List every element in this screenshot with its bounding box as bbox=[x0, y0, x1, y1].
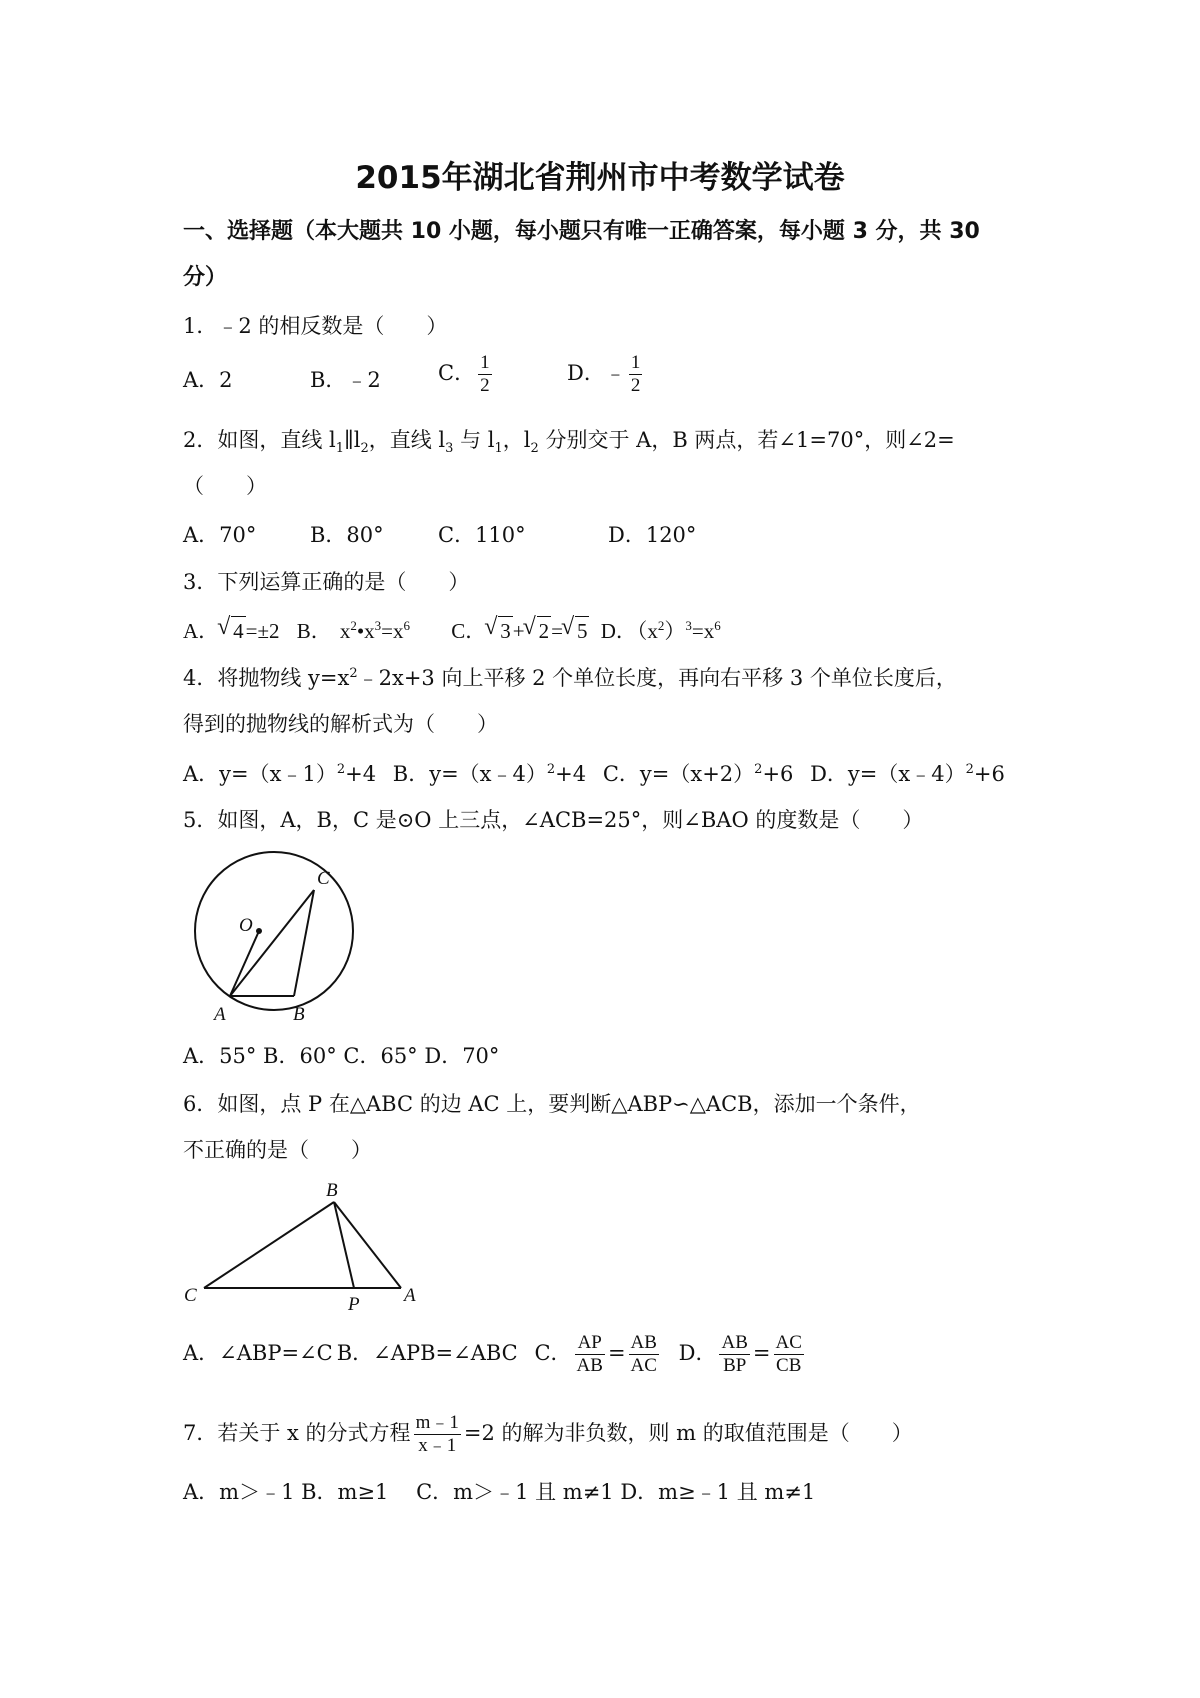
q2-subscript: 2 bbox=[360, 441, 369, 457]
q2-option-c: C．110° bbox=[438, 523, 526, 547]
q1-option-b: B．﹣2 bbox=[310, 368, 381, 392]
q6-option-d-fraction bbox=[774, 1332, 804, 1377]
q3-option-c-radical: √ 2 bbox=[537, 616, 552, 645]
q3-option-c-radical: √ 3 bbox=[498, 616, 513, 645]
q5-options: A．55° B．60° C．65° D．70° bbox=[183, 1044, 500, 1068]
exponent: 2 bbox=[965, 762, 974, 777]
q4-option-b-tail: +4 bbox=[555, 762, 587, 786]
q3-option-b-text: x bbox=[339, 619, 351, 643]
question-4-stem-cont: 得到的抛物线的解析式为（ ） bbox=[183, 712, 498, 736]
q6-option-d-fraction bbox=[719, 1332, 749, 1377]
q3-option-a-rest: =±2 bbox=[245, 619, 280, 643]
fraction-denominator: CB bbox=[776, 1355, 802, 1376]
fraction-denominator: AB bbox=[576, 1355, 603, 1376]
q2-subscript: 3 bbox=[445, 441, 454, 457]
q4-option-d: D．y=（x﹣4） bbox=[810, 762, 966, 786]
fraction-numerator: AB bbox=[721, 1332, 748, 1353]
exponent: 6 bbox=[714, 618, 721, 633]
q3-option-b-label: B． bbox=[296, 619, 332, 643]
q4-option-c-tail: +6 bbox=[762, 762, 794, 786]
q1-option-d-label: D． bbox=[567, 361, 605, 385]
label-c: C bbox=[317, 868, 330, 889]
center-point bbox=[256, 928, 262, 934]
exponent: 2 bbox=[350, 618, 357, 633]
exponent: 3 bbox=[685, 618, 692, 633]
fraction-denominator: AC bbox=[630, 1355, 657, 1376]
q4-text: ﹣2x+3 向上平移 2 个单位长度，再向右平移 3 个单位长度后， bbox=[357, 666, 957, 690]
q6-options: A．∠ABP=∠C B．∠APB=∠ABC C． $\frac{AP}{AB}$ = $\frac{AB}{AC}$ D． $\frac{AB}{BP}$ = $\frac{AC}{CB}$ bbox=[183, 1332, 802, 1376]
fraction-numerator: 1 bbox=[480, 352, 490, 373]
q1-option-d-fraction bbox=[629, 352, 643, 397]
question-3-stem: 3．下列运算正确的是（ ） bbox=[183, 570, 470, 594]
exponent: 2 bbox=[336, 762, 346, 777]
q6-option-d-label: D． bbox=[678, 1341, 717, 1365]
q3-options bbox=[183, 616, 721, 645]
q1-option-d-sign: ﹣ bbox=[604, 361, 626, 385]
q4-option-a-tail: +4 bbox=[345, 762, 377, 786]
q2-subscript: 1 bbox=[335, 441, 345, 457]
q3-option-d-text: ） bbox=[664, 619, 686, 643]
fraction-numerator: m﹣1 bbox=[415, 1412, 459, 1433]
q1-option-c bbox=[438, 352, 495, 397]
question-2-stem bbox=[183, 426, 955, 457]
question-2-stem-cont: （ ） bbox=[183, 474, 267, 498]
q2-option-a: A．70° bbox=[183, 523, 257, 547]
q7-options: A．m＞﹣1 B．m≥1 C．m＞﹣1 且 m≠1 D．m≥﹣1 且 m≠1 bbox=[183, 1480, 816, 1504]
question-6-stem-cont: 不正确的是（ ） bbox=[183, 1138, 372, 1162]
q4-option-b: B．y=（x﹣4） bbox=[392, 762, 547, 786]
q7-text: =2 的解为非负数，则 m 的取值范围是（ ） bbox=[463, 1421, 913, 1445]
q3-option-a-label: A． bbox=[183, 619, 220, 643]
q4-text: 4．将抛物线 y=x bbox=[183, 666, 350, 690]
exponent: 2 bbox=[349, 666, 358, 681]
q2-text: 2．如图，直线 l bbox=[183, 428, 336, 452]
fraction-denominator: 2 bbox=[480, 375, 490, 396]
q1-option-a: A．2 bbox=[183, 368, 233, 392]
q6-option-c-fraction bbox=[575, 1332, 605, 1377]
q2-text: ∥l bbox=[344, 428, 361, 452]
label-o: O bbox=[239, 915, 253, 936]
segment-ac bbox=[230, 890, 314, 996]
label-b: B bbox=[326, 1180, 338, 1201]
q2-subscript: 2 bbox=[530, 441, 539, 457]
fraction-numerator: AP bbox=[575, 1332, 605, 1355]
label-a: A bbox=[214, 1004, 226, 1025]
q4-options bbox=[183, 760, 1005, 788]
q6-option-b: B．∠APB=∠ABC bbox=[336, 1341, 518, 1365]
q6-option-c-label: C． bbox=[534, 1341, 572, 1365]
q1-option-c-fraction bbox=[478, 352, 492, 397]
exponent: 2 bbox=[754, 762, 763, 777]
q6-triangle-figure bbox=[176, 1180, 436, 1320]
label-c: C bbox=[184, 1285, 197, 1306]
exponent: 3 bbox=[374, 618, 382, 633]
question-6-stem: 6．如图，点 P 在△ABC 的边 AC 上，要判断△ABP∽△ACB，添加一个条件， bbox=[183, 1092, 921, 1116]
q2-option-b: B．80° bbox=[310, 523, 384, 547]
fraction-numerator: AB bbox=[630, 1332, 657, 1353]
fraction-denominator: BP bbox=[723, 1355, 747, 1376]
q4-option-c: C．y=（x+2） bbox=[602, 762, 755, 786]
section-heading: 一、选择题（本大题共 10 小题，每小题只有唯一正确答案，每小题 3 分，共 30 bbox=[183, 219, 980, 244]
question-1-stem: 1．﹣2 的相反数是（ ） bbox=[183, 314, 448, 338]
q4-option-a: A．y=（x﹣1） bbox=[183, 762, 337, 786]
q4-option-d-tail: +6 bbox=[973, 762, 1005, 786]
q7-text: 7．若关于 x 的分式方程 bbox=[183, 1421, 411, 1445]
q3-option-c-radical: √ 5 bbox=[575, 616, 590, 645]
q3-option-c-text: = bbox=[551, 619, 563, 643]
label-a: A bbox=[404, 1285, 416, 1306]
q1-option-c-label: C． bbox=[438, 361, 476, 385]
q3-option-b-text: =x bbox=[381, 619, 404, 643]
q3-option-d-text: =x bbox=[691, 619, 715, 643]
page-title: 2015年湖北省荆州市中考数学试卷 bbox=[355, 160, 845, 196]
fraction-denominator: x﹣1 bbox=[418, 1435, 457, 1456]
q2-text: 与 l bbox=[453, 428, 495, 452]
question-7-stem bbox=[183, 1412, 913, 1457]
label-b: B bbox=[293, 1004, 305, 1025]
q3-option-b-text: •x bbox=[356, 619, 375, 643]
exponent: 6 bbox=[403, 618, 411, 633]
q7-fraction bbox=[414, 1412, 461, 1457]
fraction-numerator: AC bbox=[775, 1332, 802, 1353]
q2-subscript: 1 bbox=[494, 441, 503, 457]
segment-bc bbox=[294, 890, 314, 996]
q5-circle-figure bbox=[176, 850, 376, 1030]
q6-option-a: A．∠ABP=∠C bbox=[183, 1341, 333, 1365]
q2-text: 分别交于 A，B 两点，若∠1=70°，则∠2= bbox=[538, 428, 955, 452]
label-p: P bbox=[348, 1294, 360, 1315]
q6-option-c-fraction bbox=[629, 1332, 659, 1377]
q3-option-c-label: C． bbox=[451, 619, 487, 643]
exponent: 2 bbox=[546, 762, 556, 777]
q3-option-c-text: + bbox=[512, 619, 525, 643]
q3-option-a-radical: √ 4 bbox=[231, 616, 246, 645]
exponent: 2 bbox=[657, 618, 665, 633]
q2-text: ，l bbox=[502, 428, 531, 452]
q3-option-d-label: D．（x bbox=[600, 619, 658, 643]
q2-text: ，直线 l bbox=[368, 428, 446, 452]
fraction-numerator: 1 bbox=[630, 352, 641, 373]
q2-option-d: D．120° bbox=[608, 523, 697, 547]
question-4-stem bbox=[183, 664, 957, 692]
section-heading-cont: 分） bbox=[183, 265, 228, 290]
segment-cb bbox=[204, 1202, 334, 1288]
q1-option-d bbox=[567, 352, 645, 397]
fraction-denominator: 2 bbox=[630, 375, 641, 396]
question-5-stem: 5．如图，A，B，C 是⊙O 上三点，∠ACB=25°，则∠BAO 的度数是（ ） bbox=[183, 808, 924, 832]
